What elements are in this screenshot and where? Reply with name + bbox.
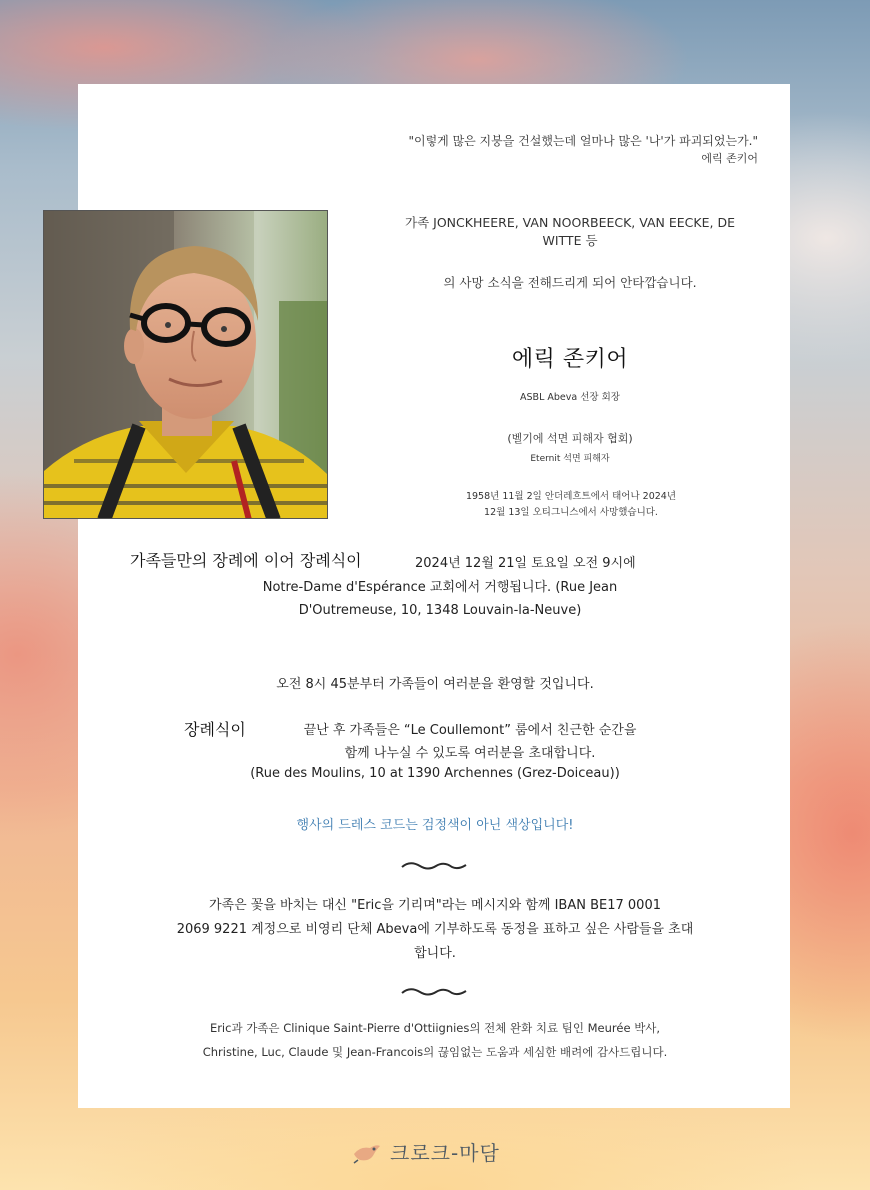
divider-flourish-icon (400, 858, 470, 874)
portrait-photo (43, 210, 328, 519)
reception-invite (250, 719, 690, 765)
reception-line-2: 함께 나누실 수 있도록 여러분을 초대합니다. (344, 746, 596, 761)
funeral-line-1: Notre-Dame d'Espérance 교회에서 거행됩니다. (Rue Jean (262, 580, 618, 595)
bird-logo-icon (352, 1140, 382, 1164)
thanks-line-2: Christine, Luc, Claude 및 Jean-Francois의 끊임없는 도움과 세심한 배려에 감사드립니다. (202, 1045, 668, 1059)
brand-name: 크로크-마담 (390, 1141, 500, 1165)
funeral-date: 2024년 12월 21일 토요일 오전 9시에 (415, 556, 636, 571)
welcome-text: 오전 8시 45분부터 가족들이 여러분을 환영할 것입니다. (276, 677, 594, 692)
divider-flourish-icon (400, 984, 470, 1000)
victim-note: Eternit 석면 피해자 (530, 454, 610, 464)
donation-line-1: 가족은 꽃을 바치는 대신 "Eric을 기리며"라는 메시지와 함께 IBAN BE17 0001 (208, 898, 661, 913)
quote-author: 에릭 존키어 (701, 152, 758, 165)
thanks-line-1: Eric과 가족은 Clinique Saint-Pierre d'Ottiignies의 전체 완화 치료 팀인 Meurée 박사, (209, 1021, 661, 1035)
funeral-location (220, 576, 660, 622)
funeral-lead: 가족들만의 장례에 이어 장례식이 (130, 551, 362, 570)
donation-line-3: 합니다. (414, 946, 456, 961)
families-list: 가족 JONCKHEERE, VAN NOORBEECK, VAN EECKE, DE WITTE 등 (405, 215, 735, 248)
reception-address: (Rue des Moulins, 10 at 1390 Archennes (Grez-Doiceau)) (250, 766, 620, 781)
life-line-2: 12월 13일 오티그니스에서 사망했습니다. (484, 507, 658, 518)
reception-lead: 장례식이 (184, 720, 246, 739)
donation-text (140, 894, 730, 966)
reception-line-1: 끝난 후 가족들은 “Le Coullemont” 룸에서 친근한 순간을 (303, 723, 637, 738)
quote-text: "이렇게 많은 지붕을 건설했는데 얼마나 많은 '나'가 파괴되었는가." (408, 134, 758, 148)
life-line-1: 1958년 11월 2일 안더레흐트에서 태어나 2024년 (465, 491, 677, 502)
brand-watermark (352, 1137, 500, 1166)
deceased-name: 에릭 존키어 (511, 347, 629, 372)
association-name: (벨기에 석면 피해자 협회) (507, 432, 633, 445)
funeral-line-2: D'Outremeuse, 10, 1348 Louvain-la-Neuve) (298, 603, 582, 618)
donation-line-2: 2069 9221 계정으로 비영리 단체 Abeva에 기부하도록 동정을 표하고 싶은 사람들을 초대 (176, 922, 694, 937)
life-dates (440, 489, 702, 521)
deceased-role: ASBL Abeva 선장 회장 (520, 392, 620, 403)
announcement-text: 의 사망 소식을 전해드리게 되어 안타깝습니다. (443, 275, 697, 290)
thanks-text (140, 1016, 730, 1064)
dress-code-note: 행사의 드레스 코드는 검정색이 아닌 색상입니다! (296, 818, 574, 833)
